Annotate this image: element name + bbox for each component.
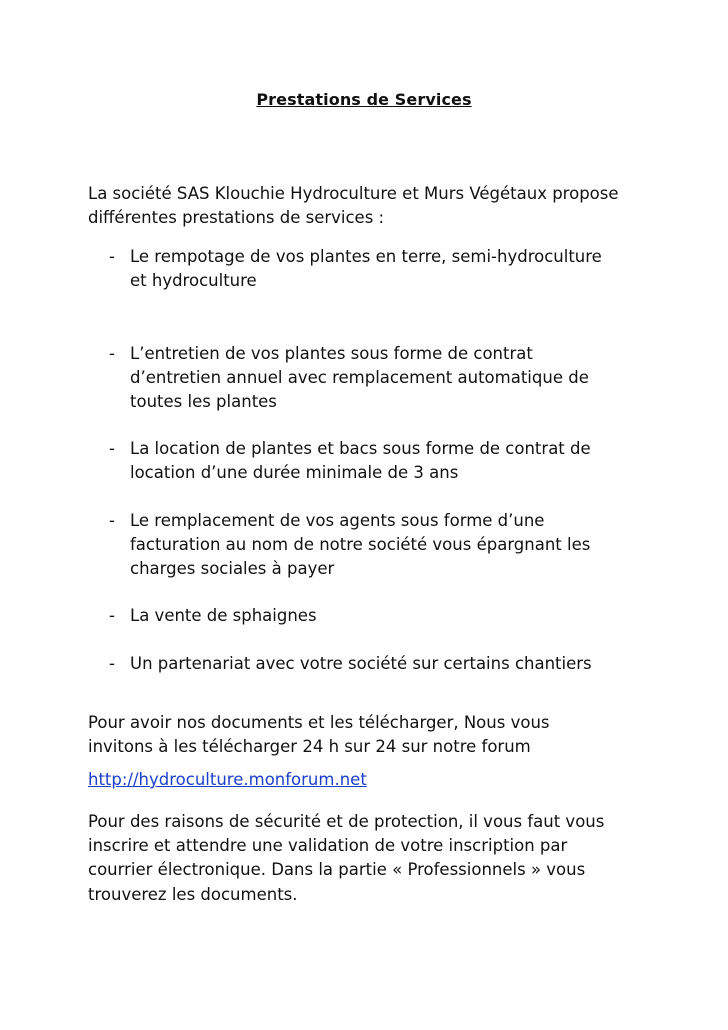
documents-paragraph <box>88 711 658 759</box>
documents-line-2: invitons à les télécharger 24 h sur 24 sur notre forum <box>88 737 531 757</box>
forum-link-paragraph <box>88 768 658 792</box>
documents-line-1: Pour avoir nos documents et les télécharger, Nous vous <box>88 713 550 732</box>
bullet-dash: - <box>109 511 115 530</box>
bullet-line: Le remplacement de vos agents sous forme d’une <box>130 511 545 530</box>
bullet-line: d’entretien annuel avec remplacement automatique de <box>130 368 589 388</box>
bullet-line: Le rempotage de vos plantes en terre, semi-hydroculture <box>130 247 602 266</box>
bullet-line: L’entretien de vos plantes sous forme de contrat <box>130 344 533 363</box>
bullet-line: La vente de sphaignes <box>130 606 317 625</box>
security-line-1: Pour des raisons de sécurité et de protection, il vous faut vous <box>88 812 605 831</box>
intro-line-2: différentes prestations de services : <box>88 208 385 228</box>
bullet-text <box>130 342 589 415</box>
bullet-text <box>130 652 592 676</box>
intro-line-1: La société SAS Klouchie Hydroculture et Murs Végétaux propose <box>88 184 619 203</box>
bullet-text <box>130 437 591 485</box>
bullet-line: La location de plantes et bacs sous forme de contrat de <box>130 439 591 458</box>
bullet-dash: - <box>109 439 115 458</box>
bullet-dash: - <box>109 654 115 673</box>
bullet-dash: - <box>109 344 115 363</box>
security-paragraph <box>88 810 658 907</box>
security-line-4: trouverez les documents. <box>88 884 298 904</box>
bullet-line: location d’une durée minimale de 3 ans <box>130 463 459 483</box>
forum-link[interactable]: http://hydroculture.monforum.net <box>88 770 367 789</box>
bullet-dash: - <box>109 606 115 625</box>
bullet-line: toutes les plantes <box>130 392 277 412</box>
bullet-line: facturation au nom de notre société vous épargnant les <box>130 535 591 555</box>
bullet-dash: - <box>109 247 115 266</box>
bullet-text <box>130 245 602 293</box>
bullet-line: charges sociales à payer <box>130 559 335 579</box>
page-title: Prestations de Services <box>256 90 472 109</box>
bullet-text <box>130 509 590 582</box>
intro-paragraph <box>88 182 658 230</box>
security-line-2: inscrire et attendre une validation de votre inscription par <box>88 836 568 856</box>
bullet-line: et hydroculture <box>130 271 257 291</box>
bullet-line: Un partenariat avec votre société sur certains chantiers <box>130 654 592 673</box>
security-line-3: courrier électronique. Dans la partie « Professionnels » vous <box>88 860 586 880</box>
bullet-text <box>130 604 317 628</box>
